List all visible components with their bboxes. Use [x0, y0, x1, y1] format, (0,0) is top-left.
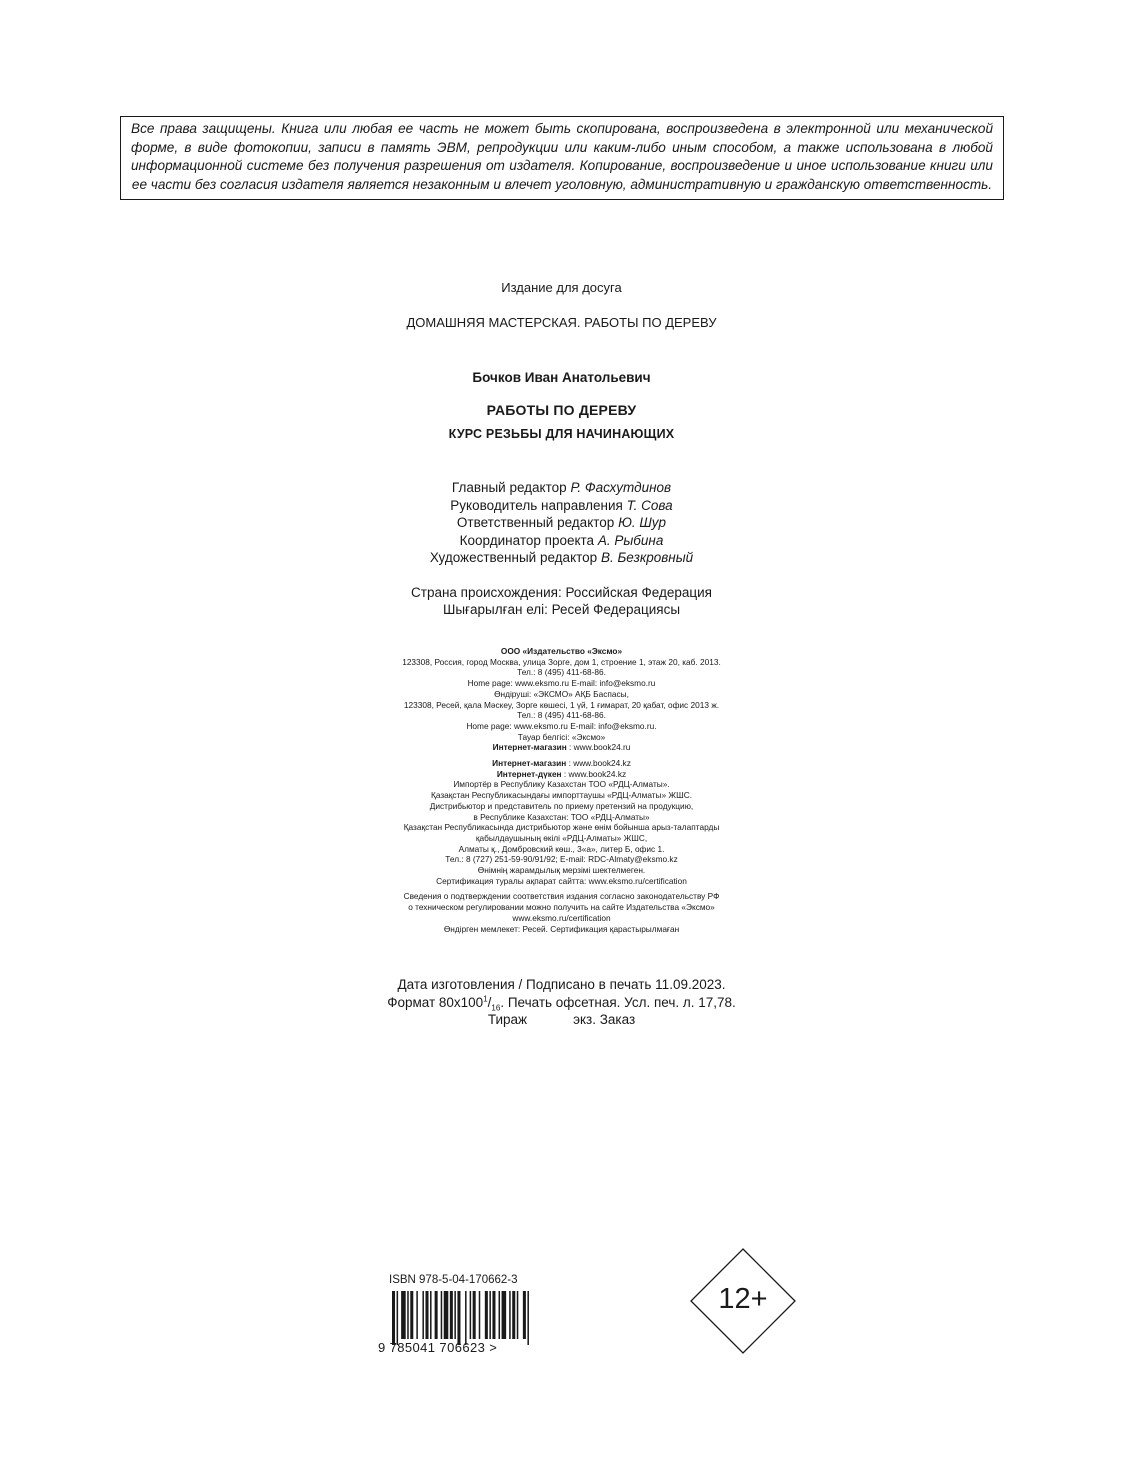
editor-name: В. Безкровный: [600, 550, 694, 565]
certification-line: Өндірген мемлекет: Ресей. Сертификация қарастырылмаған: [443, 923, 680, 934]
author-name: Бочков Иван Анатольевич: [472, 370, 651, 385]
print-format: Формат $80x100^1/_{16}$. Печать офсетная. Усл. печ. л. 17,78.: [387, 994, 736, 1013]
online-shop-ru: Интернет-магазин : www.book24.ru: [492, 742, 631, 753]
editor-name: Ю. Шур: [618, 515, 667, 530]
publisher-line: Тел.: 8 (495) 411-68-86.: [517, 667, 606, 678]
barcode-icon: [392, 1291, 532, 1345]
book-subtitle: КУРС РЕЗЬБЫ ДЛЯ НАЧИНАЮЩИХ: [448, 427, 675, 441]
print-run: Тираж экз. Заказ: [487, 1012, 636, 1027]
country-of-origin: [0, 584, 1123, 618]
book-title: РАБОТЫ ПО ДЕРЕВУ: [486, 402, 637, 418]
editor-role: Художественный редактор: [429, 550, 598, 565]
editor-line: [0, 479, 1123, 497]
importer-line: қабылдаушының өкілі «РДЦ-Алматы» ЖШС,: [475, 832, 648, 843]
print-date: Дата изготовления / Подписано в печать 11.09.2023.: [397, 977, 726, 992]
editor-name: Т. Сова: [626, 497, 673, 513]
origin-kz: Шығарылған елі: Ресей Федерациясы: [442, 602, 681, 617]
print-info: [0, 976, 1123, 1029]
importer-line: Импортёр в Республику Казахстан ТОО «РДЦ-Алматы».: [453, 779, 670, 790]
publisher-line: Өндіруші: «ЭКСМО» АҚБ Баспасы,: [494, 688, 629, 699]
editor-line: [0, 532, 1123, 550]
editor-line: [0, 497, 1123, 515]
barcode-digits: 9 785041 706623 >: [378, 1340, 498, 1355]
editor-role: Ответственный редактор: [456, 515, 615, 530]
edition-type: Издание для досуга: [501, 280, 622, 295]
editor-name: Р. Фасхутдинов: [570, 480, 672, 495]
origin-ru: Страна происхождения: Российская Федерация: [411, 585, 712, 600]
editor-role: Главный редактор: [451, 480, 567, 495]
importer-line: Өнімнің жарамдылық мерзімі шектелмеген.: [477, 865, 646, 876]
publisher-line: 123308, Россия, город Москва, улица Зорге, дом 1, строение 1, этаж 20, каб. 2013.: [402, 656, 721, 667]
editors-list: [0, 479, 1123, 567]
publisher-name: ООО «Издательство «Эксмо»: [500, 646, 623, 656]
publisher-line: Home page: www.eksmo.ru E-mail: info@eksmo.ru: [467, 678, 656, 689]
importer-line: Қазақстан Республикасындағы импорттаушы «РДЦ-Алматы» ЖШС.: [431, 790, 692, 801]
publisher-line: 123308, Ресей, қала Мәскеу, Зорге көшесі, 1 үй, 1 ғимарат, 20 қабат, офис 2013 ж.: [403, 699, 720, 710]
editor-line: [0, 549, 1123, 567]
publisher-info: [0, 646, 1123, 934]
editor-role: Руководитель направления: [450, 497, 623, 513]
age-rating-label: 12+: [718, 1283, 768, 1315]
importer-line: Тел.: 8 (727) 251-59-90/91/92; E-mail: RDC-Almaty@eksmo.kz: [445, 854, 678, 865]
importer-line: Қазақстан Республикасында дистрибьютор және өнім бойынша арыз-талаптарды: [403, 822, 720, 833]
certification-line: Сведения о подтверждении соответствия издания согласно законодательству РФ: [403, 891, 720, 902]
importer-line: Сертификация туралы ақпарат сайтта: www.eksmo.ru/certification: [436, 875, 687, 886]
editor-line: [0, 514, 1123, 532]
publisher-line: Тауар белгісі: «Эксмо»: [517, 731, 606, 742]
publisher-line: Home page: www.eksmo.ru E-mail: info@eksmo.ru.: [466, 720, 657, 731]
importer-line: Алматы қ., Домбровский көш., 3«а», литер Б, офис 1.: [458, 843, 665, 854]
publisher-line: Тел.: 8 (495) 411-68-86.: [517, 710, 606, 721]
age-rating-badge: [690, 1248, 796, 1354]
isbn-label: ISBN 978-5-04-170662-3: [389, 1274, 518, 1286]
online-shop-kz-kaz: Интернет-дүкен : www.book24.kz: [496, 768, 627, 779]
importer-line: Дистрибьютор и представитель по приему претензий на продукцию,: [429, 800, 694, 811]
editor-name: А. Рыбина: [597, 532, 664, 548]
series-title: ДОМАШНЯЯ МАСТЕРСКАЯ. РАБОТЫ ПО ДЕРЕВУ: [406, 315, 717, 330]
online-shop-kz: Интернет-магазин : www.book24.kz: [492, 758, 631, 769]
certification-line: о техническом регулировании можно получить на сайте Издательства «Эксмо»: [408, 902, 715, 913]
isbn-barcode: [378, 1274, 550, 1364]
editor-role: Координатор проекта: [459, 532, 595, 548]
copyright-notice: Все права защищены. Книга или любая ее часть не может быть скопирована, воспроизведена в электронной или механической форме, в виде фотокопии, записи в память ЭВМ, репродукции или каким-либо иным способом, а также использована в любой информационной системе без получения разрешения от издателя. Копирование, воспроизведение и иное использование книги или ее части без согласия издателя является незаконным и влечет уголовную, административную и гражданскую ответственность.: [120, 116, 1004, 200]
certification-line: www.eksmo.ru/certification: [512, 912, 611, 923]
importer-line: в Республике Казахстан: ТОО «РДЦ-Алматы»: [473, 811, 650, 822]
